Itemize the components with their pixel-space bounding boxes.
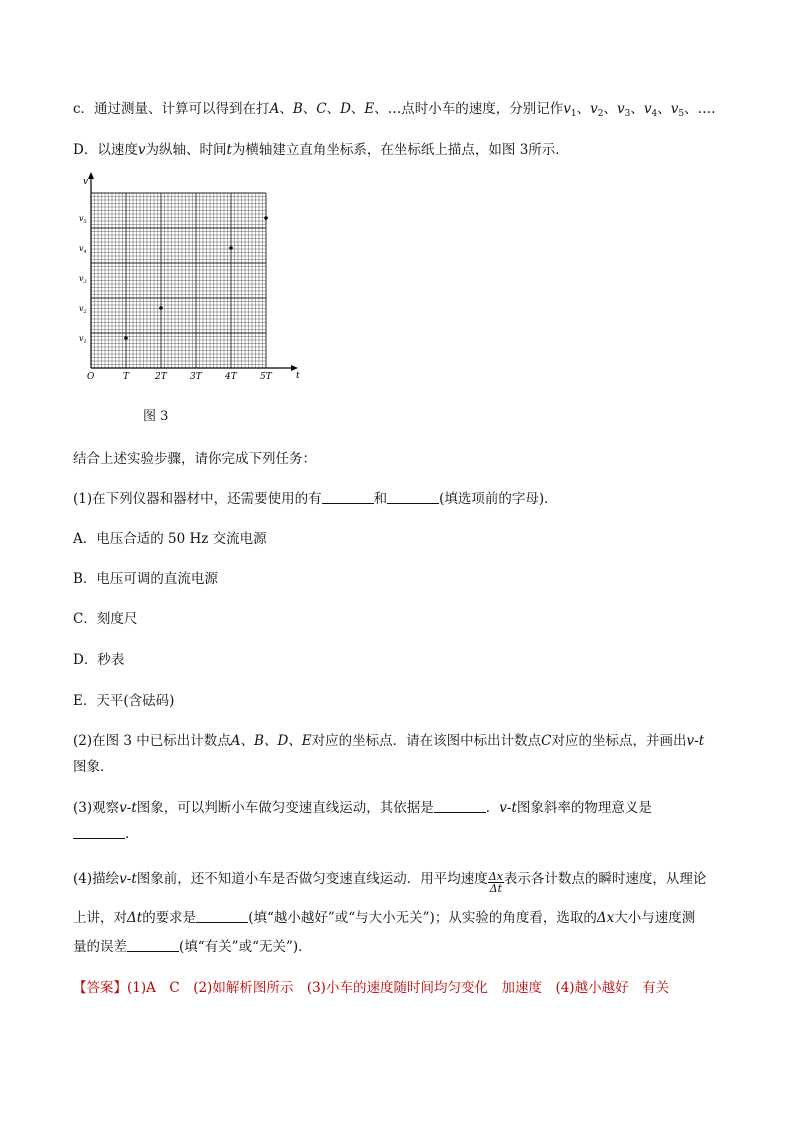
question-4-line2: 上讲，对Δt的要求是 (填“越小越好”或“与大小无关”)；从实验的角度看，选取的Δx大小与速度测 xyxy=(73,910,696,926)
y-tick-label: $v_2$ xyxy=(79,304,87,315)
origin-label: O xyxy=(87,372,95,382)
y-tick-label: $v_3$ xyxy=(79,274,87,285)
y-axis-label: v xyxy=(83,177,89,187)
x-tick-label: T xyxy=(123,372,130,382)
y-tick-label: $v_4$ xyxy=(79,244,87,255)
x-tick-label: 5T xyxy=(260,372,272,382)
question-2-line2: 图象． xyxy=(73,759,114,775)
step-d: D．以速度v为纵轴、时间t为横轴建立直角坐标系，在坐标纸上描点，如图 3所示． xyxy=(73,142,569,158)
answer-blank[interactable] xyxy=(387,491,439,504)
option-e: E．天平(含砝码) xyxy=(73,693,175,709)
answer-blank[interactable] xyxy=(73,826,125,839)
question-3: (3)观察v-t图象，可以判断小车做匀变速直线运动，其依据是 ．v-t图象斜率的物理意义是 xyxy=(73,800,652,816)
data-point-B xyxy=(159,306,163,310)
question-2: (2)在图 3 中已标出计数点A、B、D、E对应的坐标点．请在该图中标出计数点C对应的坐标点，并画出v-t xyxy=(73,733,705,749)
y-tick-label: $v_5$ xyxy=(79,214,87,225)
data-point-D xyxy=(229,246,233,250)
data-point-E xyxy=(264,216,268,220)
chart-grid xyxy=(91,193,266,368)
answer-blank[interactable] xyxy=(322,491,374,504)
answer-line: 【答案】(1)A C (2)如解析图所示 (3)小车的速度随时间均匀变化 加速度 (4)越小越好 有关 xyxy=(73,980,670,996)
option-c: C．刻度尺 xyxy=(73,611,138,627)
y-axis-arrow xyxy=(88,172,94,179)
data-point-A xyxy=(124,336,128,340)
answer-blank[interactable] xyxy=(434,800,486,813)
question-4: (4)描绘v-t图象前，还不知道小车是否做匀变速直线运动．用平均速度 $\frac{\Delta x}{\Delta t}$ 表示各计数点的瞬时速度，从理论 xyxy=(73,870,707,895)
option-d: D．秒表 xyxy=(73,652,125,668)
fraction: $\frac{\Delta x}{\Delta t}$ xyxy=(488,870,503,895)
x-tick-label: 3T xyxy=(190,372,202,382)
question-4-line3: 量的误差 (填“有关”或“无关”)． xyxy=(73,939,312,955)
figure-caption: 图 3 xyxy=(143,409,169,424)
y-tick-label: $v_1$ xyxy=(79,334,87,345)
question-3-line2: ． xyxy=(73,822,139,842)
answer-blank[interactable] xyxy=(127,939,179,952)
question-1: (1)在下列仪器和器材中，还需要使用的有 和 (填选项前的字母)． xyxy=(73,491,558,507)
velocity-time-chart xyxy=(75,170,305,385)
step-c: c．通过测量、计算可以得到在打A、B、C、D、E、…点时小车的速度，分别记作$v_1$、$v_2$、$v_3$、$v_4$、$v_5$、…. xyxy=(73,101,716,119)
x-tick-label: 4T xyxy=(225,372,237,382)
answer-blank[interactable] xyxy=(196,910,248,923)
option-b: B．电压可调的直流电源 xyxy=(73,571,218,587)
intro-text: 结合上述实验步骤，请你完成下列任务： xyxy=(73,451,316,467)
x-axis-label: t xyxy=(296,371,300,381)
option-a: A．电压合适的 50 Hz 交流电源 xyxy=(73,531,267,547)
x-tick-label: 2T xyxy=(155,372,167,382)
